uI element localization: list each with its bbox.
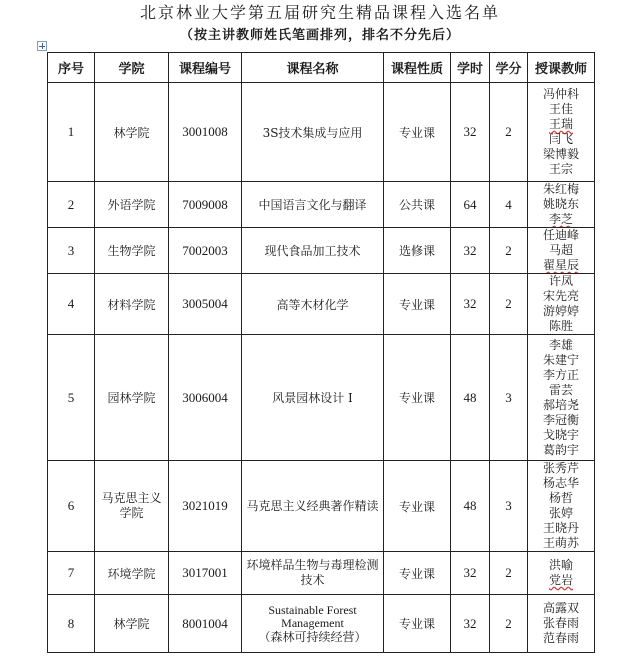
row-hours: 64: [451, 182, 490, 228]
teacher-name: 杨哲: [548, 491, 573, 505]
row-hours: 32: [451, 552, 490, 595]
teacher-name: 闫飞: [548, 132, 573, 146]
row-teachers: [528, 182, 595, 228]
table-move-handle-icon[interactable]: [37, 41, 47, 51]
row-college: 环境学院: [95, 552, 169, 595]
row-index: 1: [48, 83, 95, 182]
row-index: 3: [48, 228, 95, 274]
row-teachers: [528, 461, 595, 552]
row-hours: 32: [451, 595, 490, 653]
header-college: 学院: [95, 53, 169, 83]
row-hours: 32: [451, 274, 490, 335]
row-teachers: [528, 552, 595, 595]
teacher-name: 戈晓宇: [542, 427, 579, 442]
row-type: 专业课: [384, 461, 451, 552]
teacher-name: 李雄: [548, 337, 573, 352]
teacher-name: 马超: [548, 243, 573, 257]
table-row: [48, 182, 595, 228]
table-row: [48, 228, 595, 274]
document-subtitle: （按主讲教师姓氏笔画排列，排名不分先后）: [179, 28, 460, 43]
teacher-name: 朱红梅: [542, 182, 579, 196]
teacher-name: 雷芸: [548, 382, 573, 397]
table-row: [48, 335, 595, 461]
teacher-name: 李方正: [542, 367, 579, 382]
row-hours: 48: [451, 461, 490, 552]
row-code: 3005004: [169, 274, 242, 335]
teacher-name: 王萌苏: [542, 536, 579, 550]
table-row: [48, 274, 595, 335]
row-hours: 48: [451, 335, 490, 461]
row-index: 6: [48, 461, 95, 552]
row-type: 专业课: [384, 335, 451, 461]
teacher-name: 葛韵宇: [542, 442, 579, 457]
table-row: [48, 461, 595, 552]
row-code: 3006004: [169, 335, 242, 461]
header-code: 课程编号: [169, 53, 242, 83]
row-teachers: [528, 335, 595, 461]
teacher-name: 李芝: [548, 212, 573, 226]
row-course-name: 现代食品加工技术: [242, 228, 384, 274]
teacher-name: 宋先亮: [542, 289, 579, 303]
row-college: 园林学院: [95, 335, 169, 461]
teacher-name: 郝培尧: [542, 397, 579, 412]
row-index: 7: [48, 552, 95, 595]
teacher-name: 任迪峰: [542, 228, 579, 242]
header-name: 课程名称: [242, 53, 384, 83]
row-hours: 32: [451, 83, 490, 182]
row-teachers: [528, 228, 595, 274]
teacher-name: 杨志华: [542, 476, 579, 490]
teacher-name: 张婷: [548, 506, 573, 520]
row-index: 5: [48, 335, 95, 461]
teacher-name: 高露双: [542, 601, 579, 615]
row-credits: 2: [490, 595, 528, 653]
teacher-name: 陈胜: [548, 319, 573, 333]
table-header-row: [48, 53, 595, 83]
table-row: [48, 83, 595, 182]
teacher-name: 姚晓东: [542, 197, 579, 211]
row-type: 专业课: [384, 595, 451, 653]
row-course-name: 中国语言文化与翻译: [242, 182, 384, 228]
teacher-name: 梁博毅: [542, 147, 579, 161]
row-college: 马克思主义学院: [95, 461, 169, 552]
row-credits: 4: [490, 182, 528, 228]
row-type: 公共课: [384, 182, 451, 228]
course-name-english: Sustainable Forest Management: [268, 602, 357, 630]
row-index: 4: [48, 274, 95, 335]
teacher-name: 李冠衡: [542, 412, 579, 427]
table-row: [48, 552, 595, 595]
document-title: 北京林业大学第五届研究生精品课程入选名单: [139, 3, 500, 22]
course-table: [47, 52, 595, 653]
teacher-name: 张春雨: [542, 616, 579, 630]
table-row: [48, 595, 595, 653]
row-credits: 2: [490, 552, 528, 595]
teacher-name: 党岩: [548, 573, 573, 587]
row-code: 3001008: [169, 83, 242, 182]
row-college: 材料学院: [95, 274, 169, 335]
row-college: 外语学院: [95, 182, 169, 228]
row-course-name: 高等木材化学: [242, 274, 384, 335]
row-course-name: [242, 595, 384, 653]
header-type: 课程性质: [384, 53, 451, 83]
teacher-name: 范春雨: [542, 631, 579, 645]
row-college: 生物学院: [95, 228, 169, 274]
teacher-name: 冯仲科: [542, 87, 579, 101]
row-type: 专业课: [384, 552, 451, 595]
row-course-name: 环境样品生物与毒理检测技术: [242, 552, 384, 595]
teacher-name: 张秀芹: [542, 461, 579, 475]
header-teachers: 授课教师: [528, 53, 595, 83]
teacher-name: 王瑞: [548, 117, 573, 131]
row-course-name: 3S技术集成与应用: [242, 83, 384, 182]
row-index: 2: [48, 182, 95, 228]
row-credits: 2: [490, 228, 528, 274]
row-teachers: [528, 83, 595, 182]
teacher-name: 洪喻: [548, 558, 573, 572]
row-type: 专业课: [384, 83, 451, 182]
row-course-name: 马克思主义经典著作精读: [242, 461, 384, 552]
row-hours: 32: [451, 228, 490, 274]
row-course-name: 风景园林设计 I: [242, 335, 384, 461]
row-credits: 2: [490, 274, 528, 335]
row-type: 选修课: [384, 228, 451, 274]
row-code: 8001004: [169, 595, 242, 653]
teacher-name: 王晓丹: [542, 521, 579, 535]
row-college: 林学院: [95, 595, 169, 653]
row-index: 8: [48, 595, 95, 653]
row-college: 林学院: [95, 83, 169, 182]
teacher-name: 朱建宁: [542, 352, 579, 367]
row-code: 3017001: [169, 552, 242, 595]
teacher-name: 王佳: [548, 102, 573, 116]
row-code: 3021019: [169, 461, 242, 552]
course-name-chinese: （森林可持续经营）: [258, 629, 367, 644]
row-teachers: [528, 274, 595, 335]
teacher-name: 许凤: [548, 274, 573, 288]
row-type: 专业课: [384, 274, 451, 335]
row-code: 7009008: [169, 182, 242, 228]
teacher-name: 王宗: [548, 162, 573, 176]
row-credits: 2: [490, 83, 528, 182]
row-teachers: [528, 595, 595, 653]
header-index: 序号: [48, 53, 95, 83]
header-credits: 学分: [490, 53, 528, 83]
teacher-name: 游婷婷: [542, 304, 579, 318]
teacher-name: 翟星辰: [542, 258, 579, 272]
row-credits: 3: [490, 335, 528, 461]
row-credits: 3: [490, 461, 528, 552]
row-code: 7002003: [169, 228, 242, 274]
header-hours: 学时: [451, 53, 490, 83]
